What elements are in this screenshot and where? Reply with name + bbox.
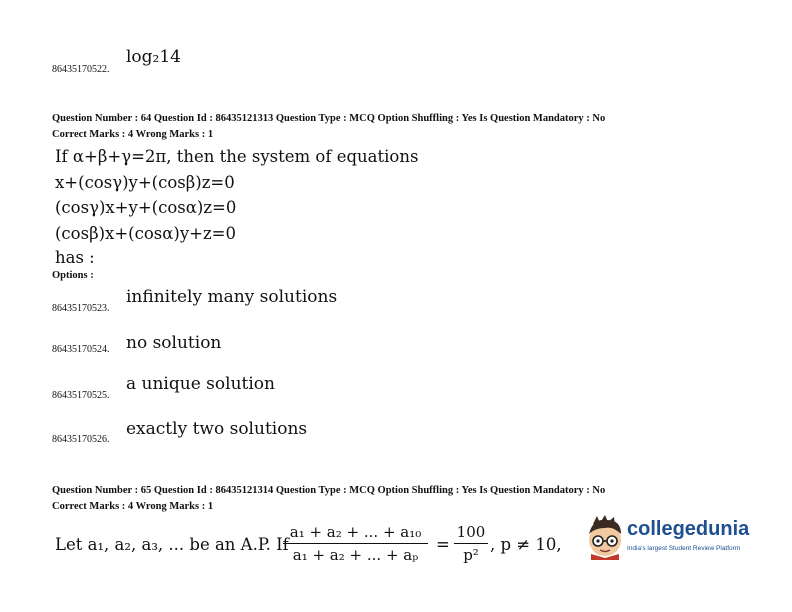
option-text: a unique solution [126,374,275,394]
option-id: 86435170522. [52,64,110,75]
equals-sign: = [436,535,450,554]
question-meta: Question Number : 65 Question Id : 86435121314 Question Type : MCQ Option Shuffling : Yes Is Question Mandatory : No [52,485,606,496]
mascot-icon [583,514,627,560]
options-label: Options : [52,270,94,281]
option-id: 86435170524. [52,344,110,355]
question-line: , p ≠ 10, [490,535,562,554]
equation-line: (cosβ)x+(cosα)y+z=0 [55,224,237,243]
brand-tagline: India's largest Student Review Platform [627,545,741,552]
fraction-numerator: 100 [456,523,486,541]
fraction-numerator: a₁ + a₂ + ... + a₁₀ [289,523,422,541]
option-id: 86435170526. [52,434,110,445]
brand-name: collegedunia [627,518,750,540]
equation-line: (cosγ)x+y+(cosα)z=0 [55,198,237,217]
question-line: has : [55,248,95,267]
fraction-denominator: p² [463,546,479,564]
fraction-100-p2 [454,523,488,564]
option-id: 86435170523. [52,303,110,314]
marks-meta: Correct Marks : 4 Wrong Marks : 1 [52,129,214,140]
question-line: If α+β+γ=2π, then the system of equations [55,147,419,166]
option-text: log₂14 [126,47,182,67]
question-meta: Question Number : 64 Question Id : 86435121313 Question Type : MCQ Option Shuffling : Yes Is Question Mandatory : No [52,113,606,124]
option-text: no solution [126,333,222,353]
equation-line: x+(cosγ)y+(cosβ)z=0 [55,173,235,192]
collegedunia-logo [583,514,750,562]
option-id: 86435170525. [52,390,110,401]
option-text: infinitely many solutions [126,287,338,307]
fraction-denominator: a₁ + a₂ + ... + aₚ [292,546,419,564]
question-line: Let a₁, a₂, a₃, ... be an A.P. If [55,535,289,554]
marks-meta: Correct Marks : 4 Wrong Marks : 1 [52,501,214,512]
option-text: exactly two solutions [126,419,308,439]
fraction-sum-ratio [283,523,428,564]
